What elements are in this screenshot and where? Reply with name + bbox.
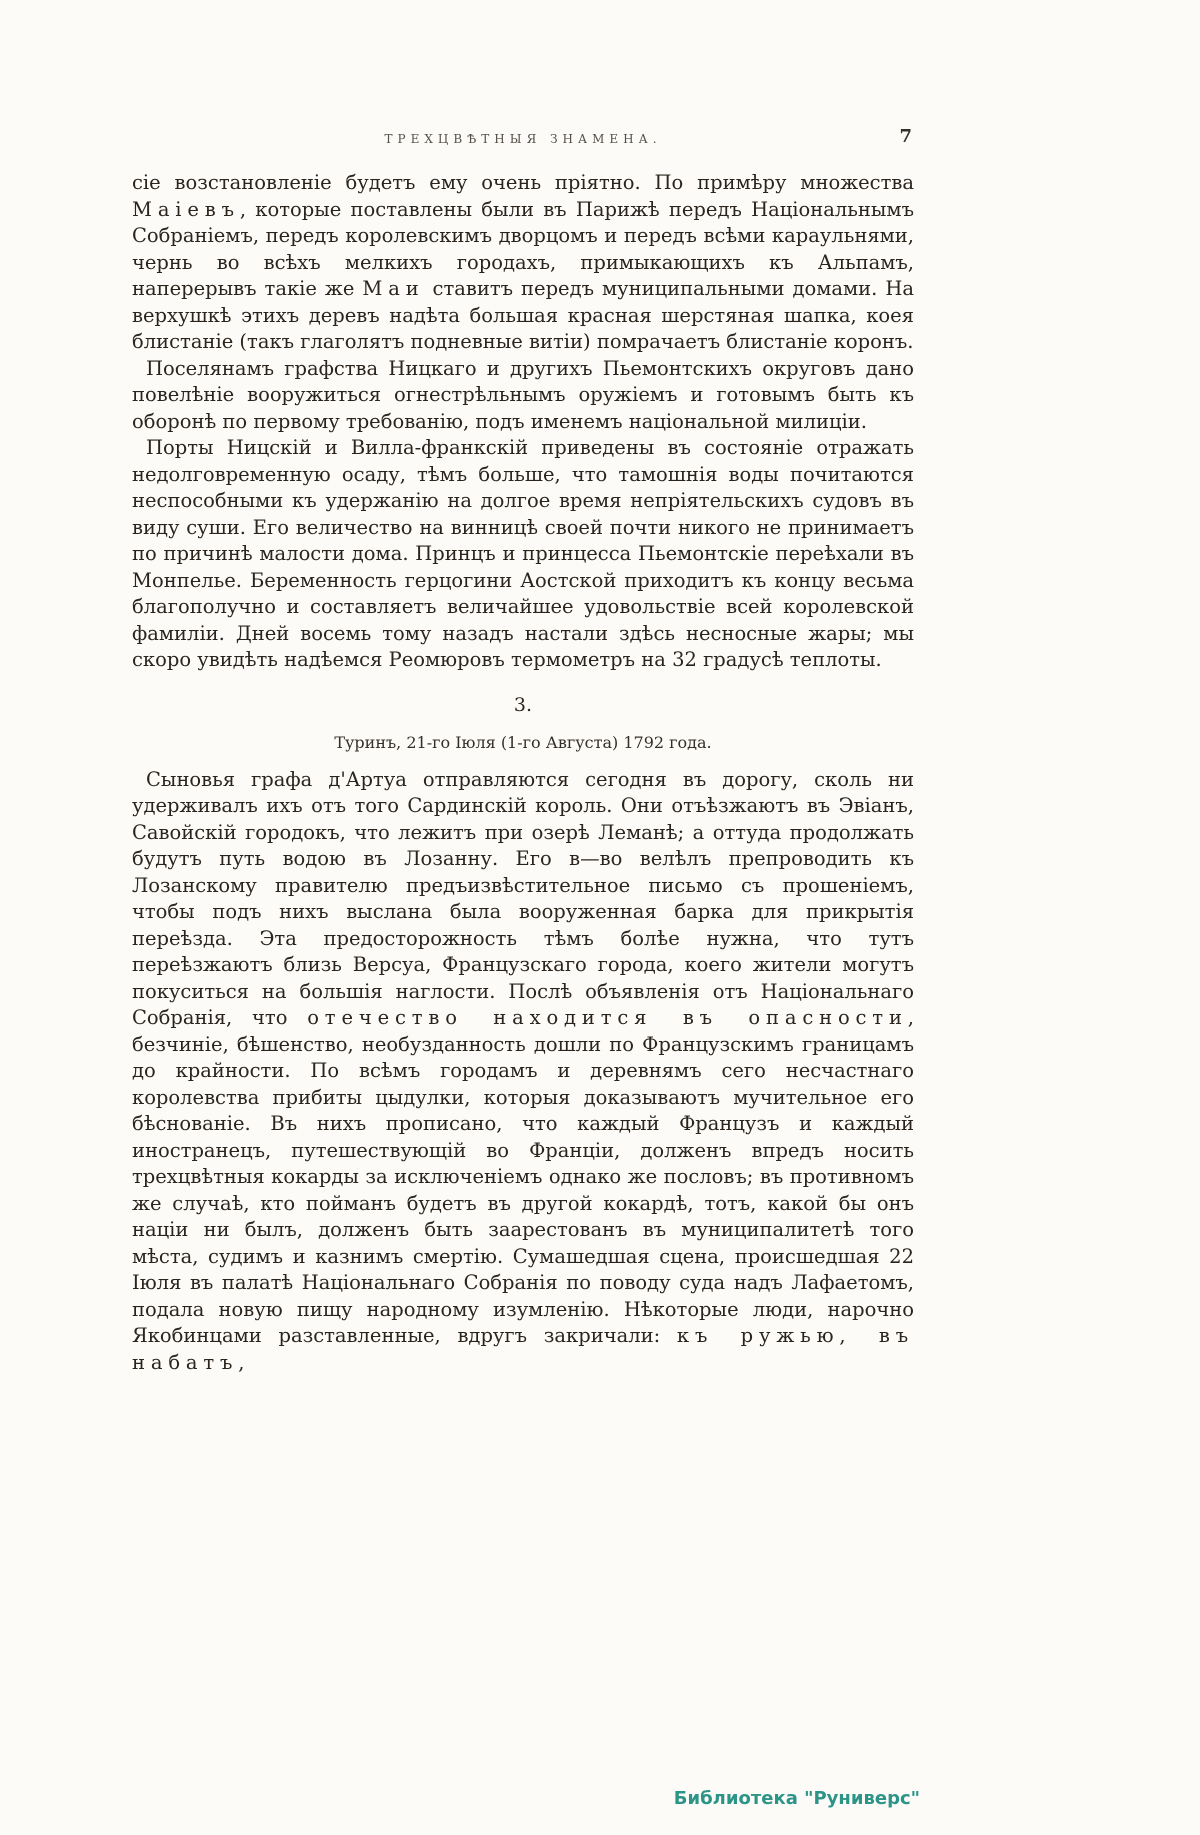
running-header-title: ТРЕХЦВѢТНЫЯ ЗНАМЕНА. (384, 132, 662, 146)
emphasized-text: отечество находится въ опасности (307, 1006, 908, 1029)
paragraph (132, 435, 914, 674)
text-run: , которые поставлены были въ Парижѣ передъ Національнымъ Собраніемъ, передъ королевскимъ дворцомъ и передъ всѣми караульнями, чернь во всѣхъ мелкихъ городахъ, примыкающихъ къ Альпамъ, наперерывъ такіе же (132, 197, 914, 300)
text-run: ставитъ передъ муниципальными домами. На верхушкѣ этихъ деревъ надѣта большая красная шерстяная шапка, коея блистаніе (такъ глаголятъ подневные витіи) помрачаетъ блистаніе коронъ. (132, 277, 914, 353)
page-content (132, 126, 914, 1376)
text-run: сіе возстановленіе будетъ ему очень пріятно. По примѣру множества (132, 171, 914, 194)
paragraph-group-2 (132, 767, 914, 1377)
page-number: 7 (899, 126, 912, 147)
text-run: Поселянамъ графства Ницкаго и другихъ Пьемонтскихъ округовъ дано повелѣніе вооружиться огнестрѣльнымъ оружіемъ и готовымъ быть къ оборонѣ по первому требованію, подъ именемъ національной милиціи. (132, 356, 914, 433)
paragraph (132, 356, 914, 436)
paragraph-group-1 (132, 170, 914, 674)
section-number: 3. (513, 693, 533, 716)
section-dateline: Туринъ, 21-го Іюля (1-го Августа) 1792 года. (334, 733, 712, 752)
emphasized-text: Маіевъ (132, 197, 240, 221)
page-body (132, 170, 914, 1376)
running-header (132, 126, 914, 156)
text-run: Порты Ницскій и Вилла-франкскій приведены въ состояніе отражать недолговременную осаду, тѣмъ больше, что тамошнія воды почитаются неспособными къ удержанію на долгое время непріятельскихъ судовъ въ виду суши. Его величество на винницѣ своей почти никого не принимаетъ по причинѣ малости дома. Принцъ и принцесса Пьемонтскіе переѣхали въ Монпелье. Беременность герцогини Аостской приходитъ къ концу весьма благополучно и составляетъ величайшее удовольствіе всей королевской фамиліи. Дней восемь тому назадъ настали здѣсь несносные жары; мы скоро увидѣть надѣемся Реомюровъ термометръ на 32 градусѣ теплоты. (132, 436, 914, 671)
text-run: Сыновья графа д'Артуа отправляются сегодня въ дорогу, сколь ни удерживалъ ихъ отъ того Сардинскій король. Они отъѣзжаютъ въ Эвіанъ, Савойскій городокъ, что лежитъ при озерѣ Леманѣ; а оттуда продолжать будутъ путь водою въ Лозанну. Его в—во велѣлъ препроводить къ Лозанскому правителю предъизвѣстительное письмо съ прошеніемъ, чтобы подъ нихъ выслана была вооруженная барка для прикрытія переѣзда. Эта предосторожность тѣмъ болѣе нужна, что тутъ переѣзжаютъ близь Версуа, Французскаго города, коего жители могутъ покуситься на большія наглости. Послѣ объявленія отъ Національнаго Собранія, что (132, 767, 914, 1029)
emphasized-text: Маи (362, 277, 425, 300)
paragraph (132, 170, 914, 356)
library-watermark: Библиотека "Руниверс" (673, 1788, 920, 1809)
emphasized-text: къ ружью, въ набатъ, (132, 1324, 915, 1374)
paragraph (132, 767, 914, 1377)
text-run: , безчиніе, бѣшенство, необузданность дошли по Французскимъ границамъ до крайности. По всѣмъ городамъ и деревнямъ сего несчастнаго королевства прибиты цыдулки, которыя доказываютъ мучительное его бѣснованіе. Въ нихъ прописано, что каждый Французъ и каждый иностранецъ, путешествующій во Франціи, долженъ впредъ носить трехцвѣтныя кокарды за исключеніемъ однако же пословъ; въ противномъ же случаѣ, кто пойманъ будетъ въ другой кокардѣ, тотъ, какой бы онъ націи ни былъ, долженъ быть заарестованъ въ муниципалитетѣ того мѣста, судимъ и казнимъ смертію. Сумашедшая сцена, происшедшая 22 Іюля въ палатѣ Національнаго Собранія по поводу суда надъ Лафаетомъ, подала новую пищу народному изумленію. Нѣкоторые люди, нарочно Якобинцами разставленные, вдругъ закричали: (132, 1006, 914, 1347)
